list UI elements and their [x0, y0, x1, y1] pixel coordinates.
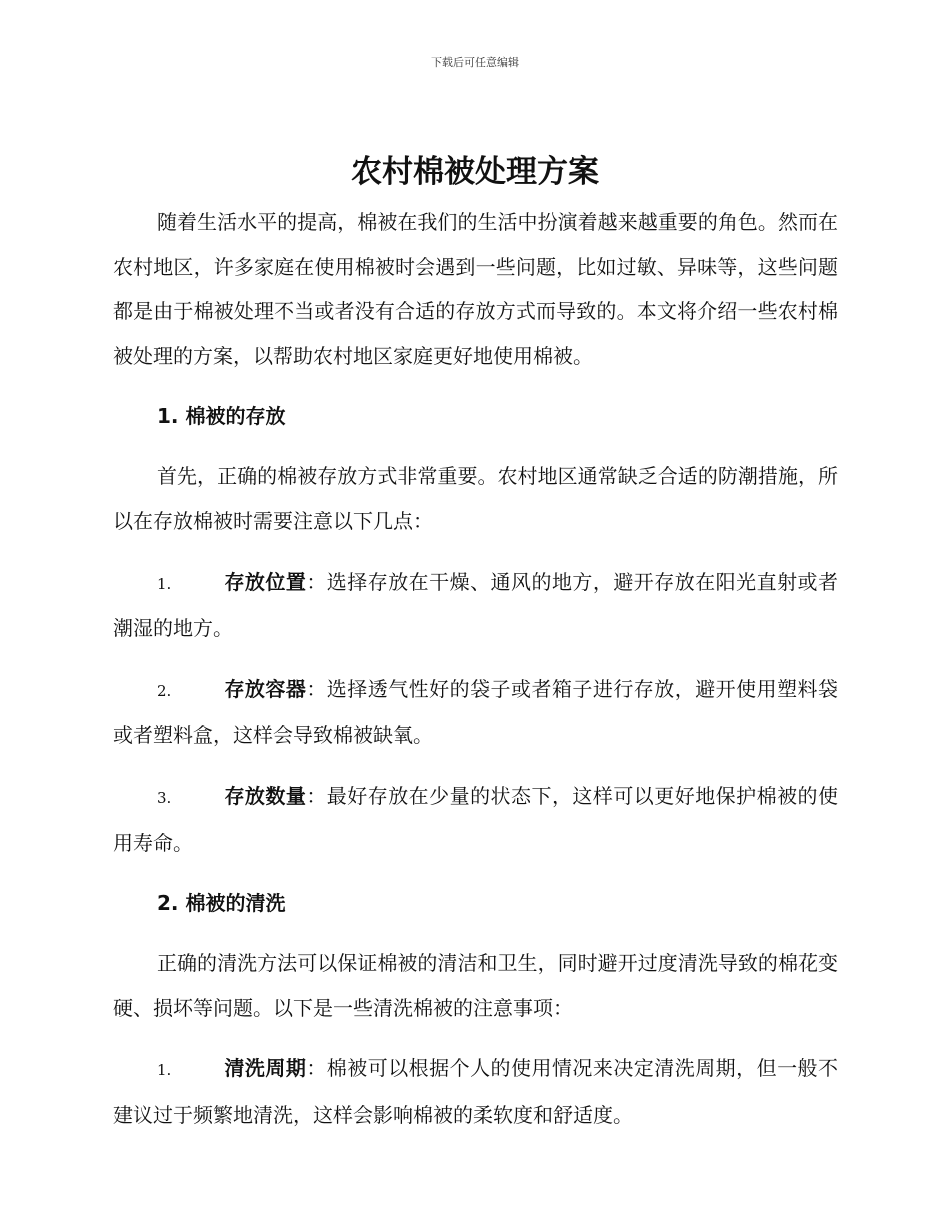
list-item-number: 2. [157, 681, 172, 700]
list-item [113, 560, 838, 651]
list-item-text: ：最好存放在少量的状态下，这样可以更好地保护棉被的使用寿命。 [113, 783, 839, 855]
list-item-text: ：选择透气性好的袋子或者箱子进行存放，避开使用塑料袋或者塑料盒，这样会导致棉被缺氧。 [113, 676, 839, 748]
section-intro-washing: 正确的清洗方法可以保证棉被的清洁和卫生，同时避开过度清洗导致的棉花变硬、损坏等问题。以下是一些清洗棉被的注意事项： [113, 951, 838, 1020]
list-item-number: 1. [157, 1061, 172, 1080]
section-intro-storage: 首先，正确的棉被存放方式非常重要。农村地区通常缺乏合适的防潮措施，所以在存放棉被时需要注意以下几点： [113, 464, 838, 533]
section-heading-storage: 1. 棉被的存放 [157, 404, 286, 429]
list-item-term: 清洗周期 [224, 1056, 307, 1081]
list-item [113, 667, 838, 758]
intro-paragraph: 随着生活水平的提高，棉被在我们的生活中扮演着越来越重要的角色。然而在农村地区，许多家庭在使用棉被时会遇到一些问题，比如过敏、异味等，这些问题都是由于棉被处理不当或者没有合适的存放方式而导致的。本文将介绍一些农村棉被处理的方案，以帮助农村地区家庭更好地使用棉被。 [113, 210, 838, 368]
list-item-term: 存放位置 [224, 569, 307, 594]
list-item [113, 1046, 838, 1137]
list-item-number: 3. [157, 788, 172, 807]
list-item-term: 存放数量 [224, 783, 307, 808]
list-item-term: 存放容器 [224, 676, 307, 701]
header-note: 下载后可任意编辑 [431, 56, 519, 69]
section-heading-washing: 2. 棉被的清洗 [157, 891, 286, 916]
list-item-text: ：棉被可以根据个人的使用情况来决定清洗周期，但一般不建议过于频繁地清洗，这样会影响棉被的柔软度和舒适度。 [113, 1056, 839, 1127]
list-item [113, 774, 838, 865]
document-body [113, 200, 838, 1154]
list-item-text: ：选择存放在干燥、通风的地方，避开存放在阳光直射或者潮湿的地方。 [113, 569, 839, 641]
list-item-number: 1. [157, 574, 172, 593]
document-title: 农村棉被处理方案 [351, 154, 599, 190]
